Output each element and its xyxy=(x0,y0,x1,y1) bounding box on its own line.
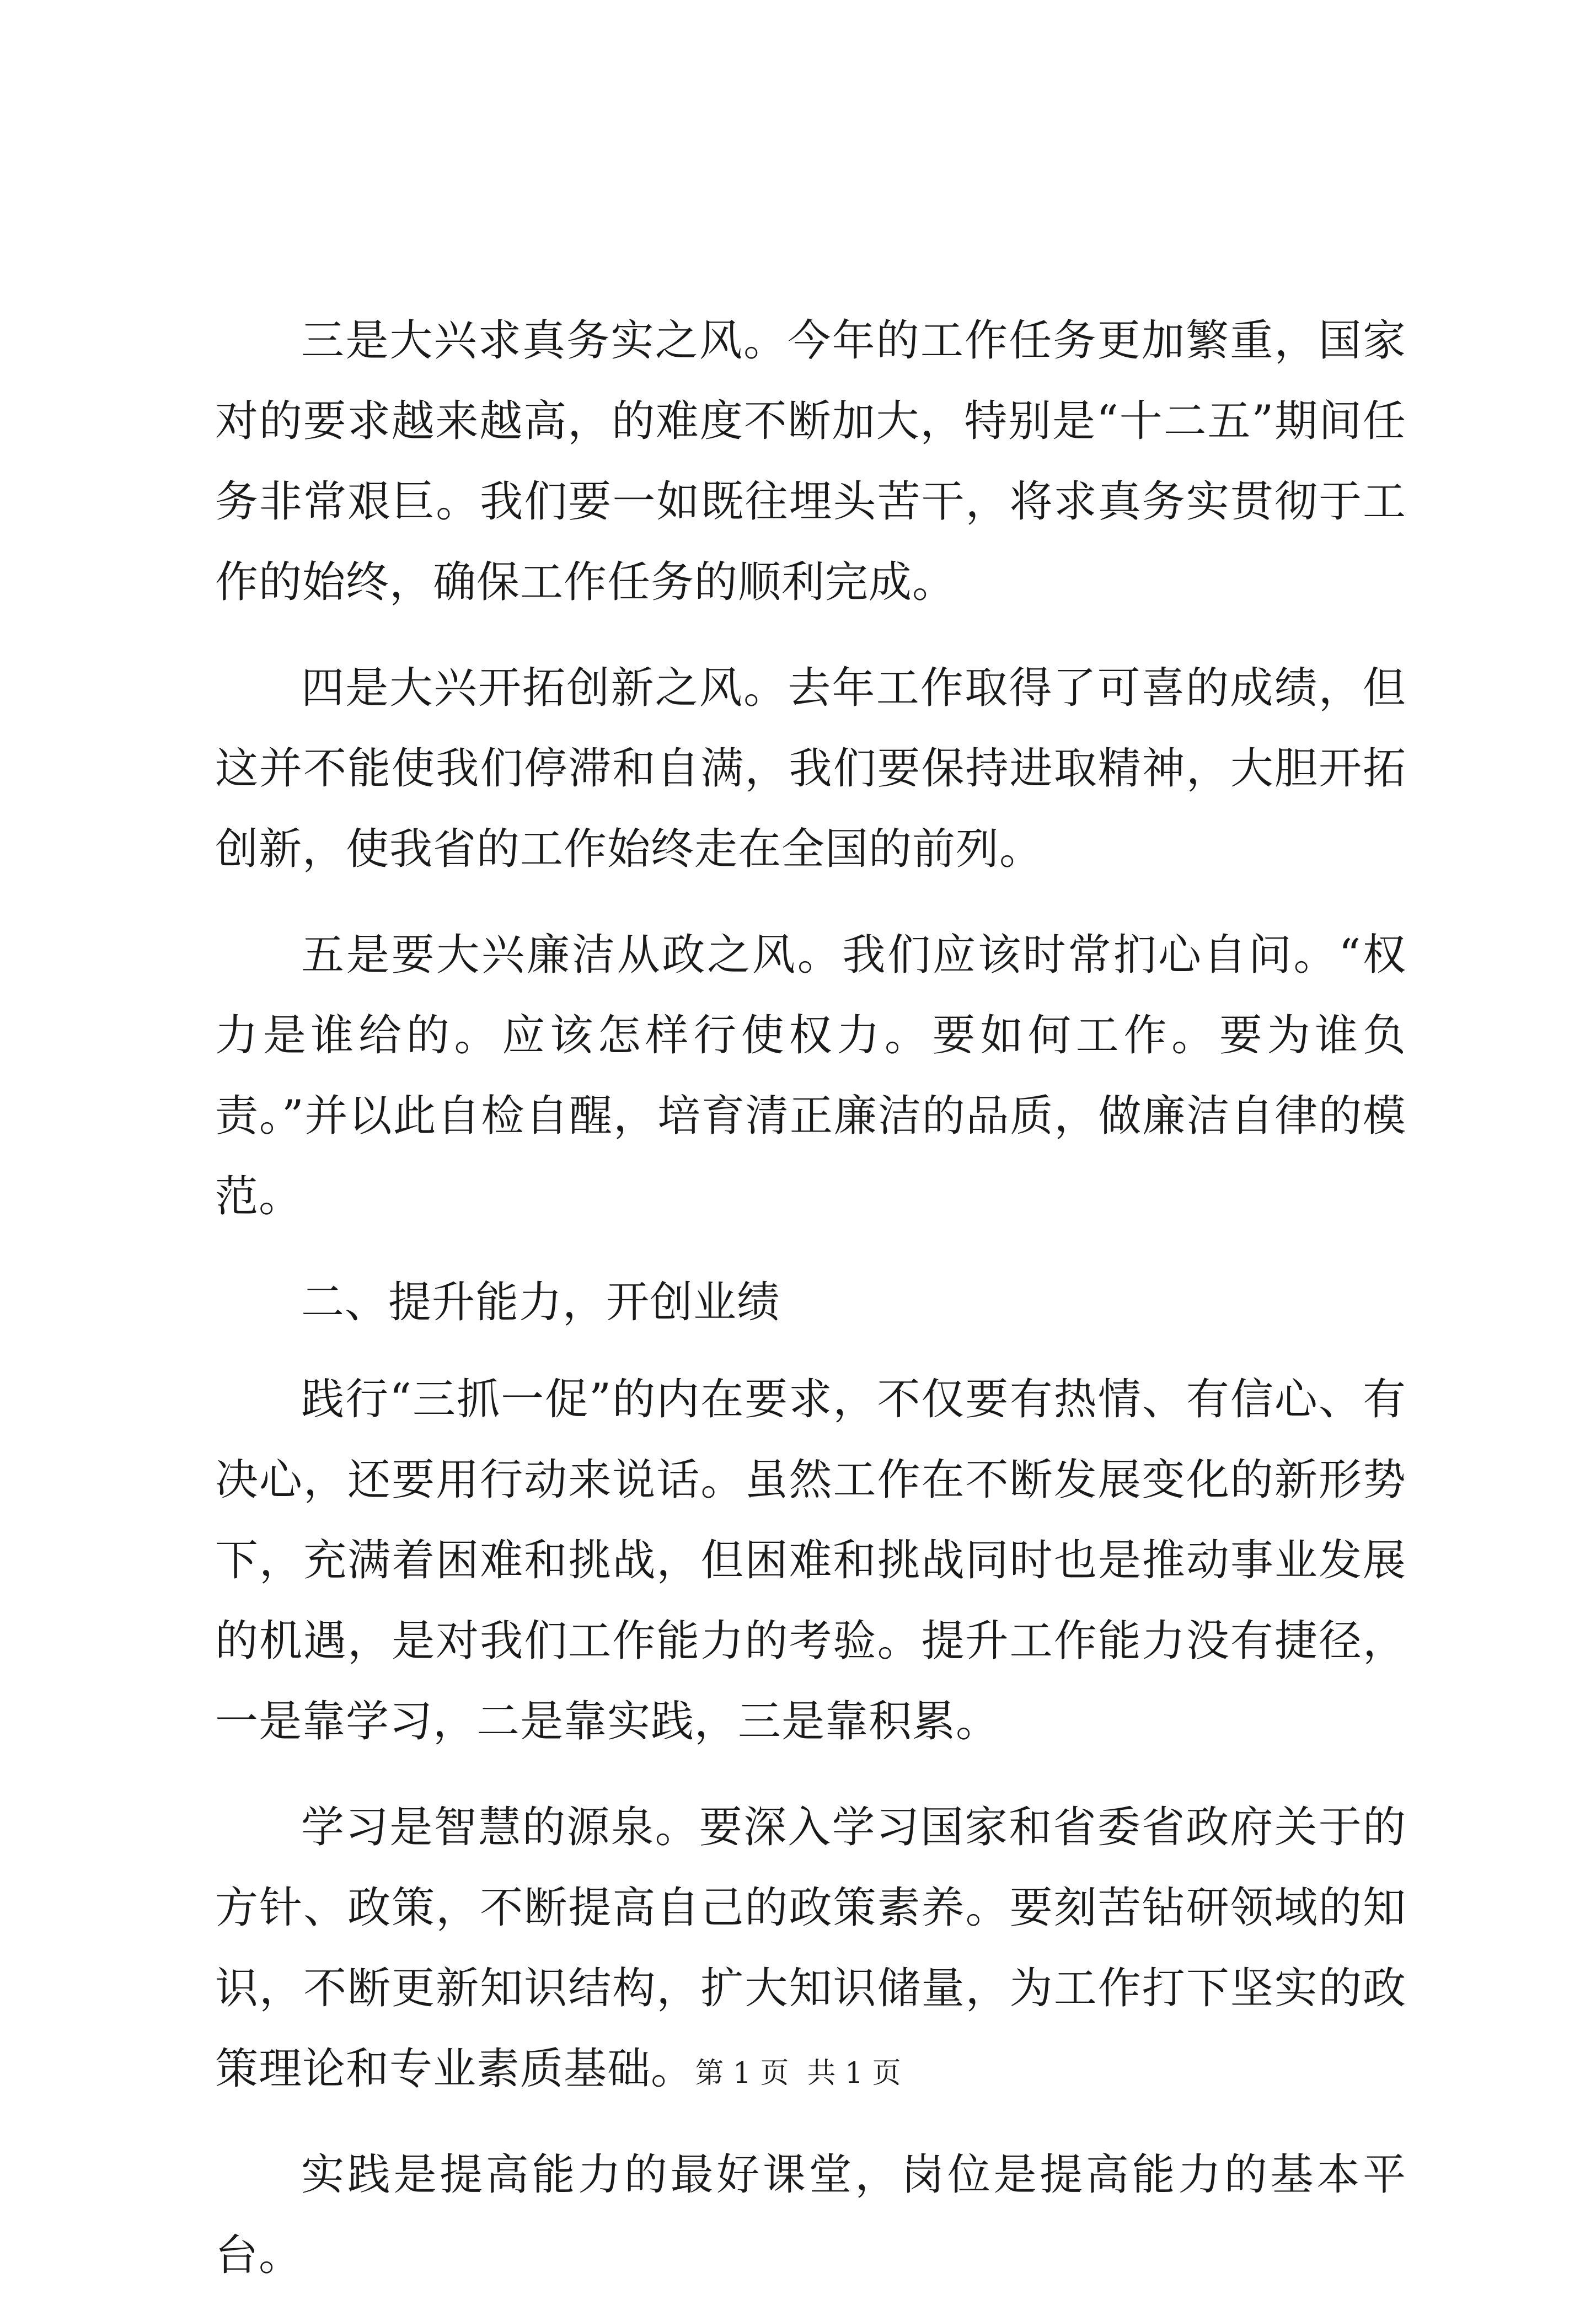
section-heading: 二、提升能力，开创业绩 xyxy=(301,1278,781,1327)
paragraph-2: 四是大兴开拓创新之风。去年工作取得了可喜的成绩，但这并不能使我们停滞和自满，我们要保持进取精神，大胆开拓创新，使我省的工作始终走在全国的前列。 xyxy=(215,663,1406,874)
page-number-label: 第 1 页 共 1 页 xyxy=(695,2057,901,2090)
paragraph-3: 五是要大兴廉洁从政之风。我们应该时常扪心自问。“权力是谁给的。应该怎样行使权力。要如何工作。要为谁负责。”并以此自检自醒，培育清正廉洁的品质，做廉洁自律的模范。 xyxy=(215,930,1406,1221)
page-footer xyxy=(0,2054,1596,2093)
paragraph-4: 践行“三抓一促”的内在要求，不仅要有热情、有信心、有决心，还要用行动来说话。虽然工作在不断发展变化的新形势下，充满着困难和挑战，但困难和挑战同时也是推动事业发展的机遇，是对我们工作能力的考验。提升工作能力没有捷径，一是靠学习，二是靠实践，三是靠积累。 xyxy=(215,1375,1406,1746)
paragraph-5: 学习是智慧的源泉。要深入学习国家和省委省政府关于的方针、政策，不断提高自己的政策素养。要刻苦钻研领域的知识，不断更新知识结构，扩大知识储量，为工作打下坚实的政策理论和专业素质基础。 xyxy=(215,1803,1406,2094)
document-body xyxy=(215,301,1406,2321)
paragraph-6: 实践是提高能力的最好课堂，岗位是提高能力的基本平台。 xyxy=(215,2150,1406,2280)
paragraph-1: 三是大兴求真务实之风。今年的工作任务更加繁重，国家对的要求越来越高，的难度不断加大，特别是“十二五”期间任务非常艰巨。我们要一如既往埋头苦干，将求真务实贯彻于工作的始终，确保工作任务的顺利完成。 xyxy=(215,316,1406,607)
